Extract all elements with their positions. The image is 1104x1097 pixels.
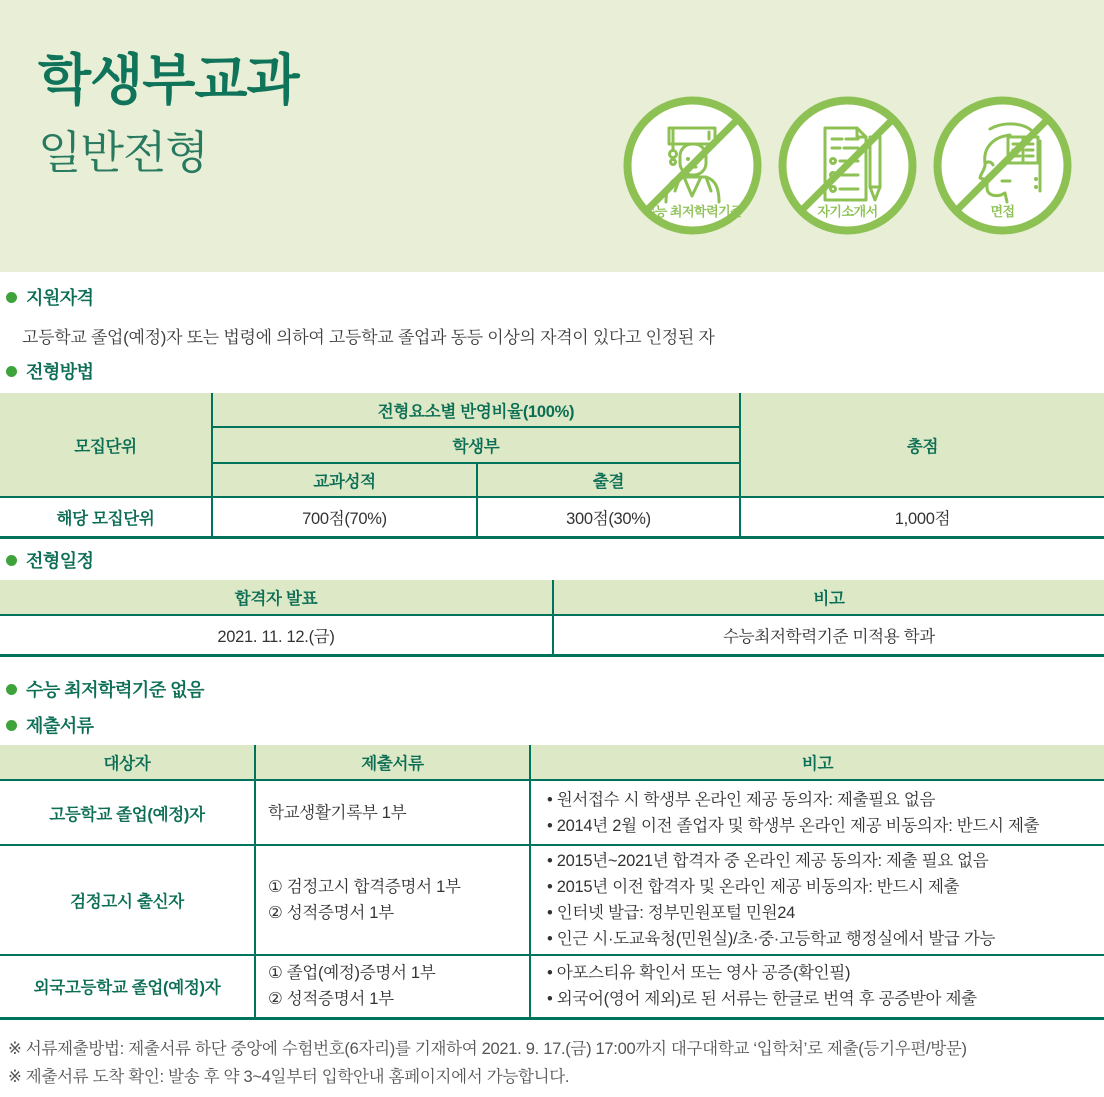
section-bullet-icon — [6, 366, 17, 377]
documents-row-note: • 원서접수 시 학생부 온라인 제공 동의자: 제출필요 없음 — [547, 790, 936, 809]
section-bullet-icon — [6, 720, 17, 731]
section-title-text: 수능 최저학력기준 없음 — [26, 680, 204, 700]
table-row — [0, 615, 1104, 655]
section-bullet-icon — [6, 555, 17, 566]
page-subtitle: 일반전형 — [38, 127, 208, 178]
section-documents — [6, 712, 94, 738]
method-sub-attendance: 출결 — [477, 463, 740, 497]
method-col-total: 총점 — [740, 393, 1104, 497]
schedule-row-announce: 2021. 11. 12.(금) — [0, 615, 553, 655]
schedule-header-announce: 합격자 발표 — [0, 580, 553, 615]
documents-table — [0, 745, 1104, 1020]
documents-row-doc: ② 성적증명서 1부 — [268, 990, 394, 1009]
documents-row-note: • 2014년 2월 이전 졸업자 및 학생부 온라인 제공 비동의자: 반드시 제출 — [547, 816, 1040, 835]
documents-row-doc: ② 성적증명서 1부 — [268, 904, 394, 922]
header-band — [0, 0, 1104, 272]
table-row — [0, 845, 1104, 955]
section-title-text: 지원자격 — [26, 288, 94, 308]
page-title: 학생부교과 — [38, 49, 299, 111]
section-csat-minimum — [6, 676, 204, 702]
documents-row-doc: ① 검정고시 합격증명서 1부 — [268, 878, 461, 896]
table-row — [0, 497, 1104, 537]
footnote-arrival-check: ※ 제출서류 도착 확인: 발송 후 약 3~4일부터 입학안내 홈페이지에서 가능합니다. — [8, 1068, 570, 1086]
section-schedule — [6, 547, 94, 573]
method-group-header: 전형요소별 반영비율(100%) — [212, 393, 740, 427]
documents-row-note: • 외국어(영어 제외)로 된 서류는 한글로 번역 후 공증받아 제출 — [547, 990, 977, 1009]
section-title-text: 제출서류 — [26, 716, 94, 736]
table-row — [0, 780, 1104, 845]
no-csat-minimum-badge — [622, 95, 763, 236]
method-row-attendance: 300점(30%) — [477, 497, 740, 537]
section-title-text: 전형방법 — [26, 362, 94, 382]
method-subgroup-header: 학생부 — [212, 427, 740, 463]
eligibility-body: 고등학교 졸업(예정)자 또는 법령에 의하여 고등학교 졸업과 동등 이상의 자격이 있다고 인정된 자 — [22, 328, 715, 347]
badge-label: 자기소개서 — [817, 204, 878, 219]
documents-row-doc: 학교생활기록부 1부 — [268, 803, 407, 822]
documents-row-target: 고등학교 졸업(예정)자 — [49, 805, 205, 824]
documents-row-note: • 아포스티유 확인서 또는 영사 공증(확인필) — [547, 964, 851, 983]
documents-row-note: • 2015년 이전 합격자 및 온라인 제공 비동의자: 반드시 제출 — [547, 878, 960, 896]
documents-row-doc: ① 졸업(예정)증명서 1부 — [268, 964, 436, 983]
documents-header-docs: 제출서류 — [255, 745, 530, 780]
badge-label: 수능 최저학력기준 — [642, 204, 743, 219]
table-row — [0, 955, 1104, 1018]
section-bullet-icon — [6, 292, 17, 303]
schedule-row-note: 수능최저학력기준 미적용 학과 — [553, 615, 1104, 655]
badge-label: 면접 — [990, 204, 1015, 219]
method-row-unit: 해당 모집단위 — [56, 509, 155, 528]
no-personal-statement-badge — [777, 95, 918, 236]
schedule-table — [0, 580, 1104, 657]
method-row-subject: 700점(70%) — [212, 497, 477, 537]
method-row-total: 1,000점 — [740, 497, 1104, 537]
section-method — [6, 358, 94, 384]
method-sub-subject: 교과성적 — [212, 463, 477, 497]
documents-row-note: • 인근 시·도교육청(민원실)/초·중·고등학교 행정실에서 발급 가능 — [547, 930, 996, 948]
section-bullet-icon — [6, 684, 17, 695]
method-table — [0, 393, 1104, 539]
documents-header-note: 비고 — [530, 745, 1104, 780]
footnote-submission-method: ※ 서류제출방법: 제출서류 하단 중앙에 수험번호(6자리)를 기재하여 2021. 9. 17.(금) 17:00까지 대구대학교 ‘입학처’로 제출(등기우편/방문) — [8, 1040, 967, 1058]
documents-row-note: • 인터넷 발급: 정부민원포털 민원24 — [547, 904, 795, 922]
documents-row-target: 외국고등학교 졸업(예정)자 — [33, 979, 221, 998]
documents-row-note: • 2015년~2021년 합격자 중 온라인 제공 동의자: 제출 필요 없음 — [547, 852, 989, 870]
method-col-unit: 모집단위 — [0, 393, 212, 497]
section-title-text: 전형일정 — [26, 551, 94, 571]
documents-row-target: 검정고시 출신자 — [70, 893, 184, 911]
documents-header-target: 대상자 — [0, 745, 255, 780]
badge-group — [622, 95, 1074, 240]
section-eligibility — [6, 284, 94, 310]
no-interview-badge — [932, 95, 1073, 236]
schedule-header-note: 비고 — [553, 580, 1104, 615]
